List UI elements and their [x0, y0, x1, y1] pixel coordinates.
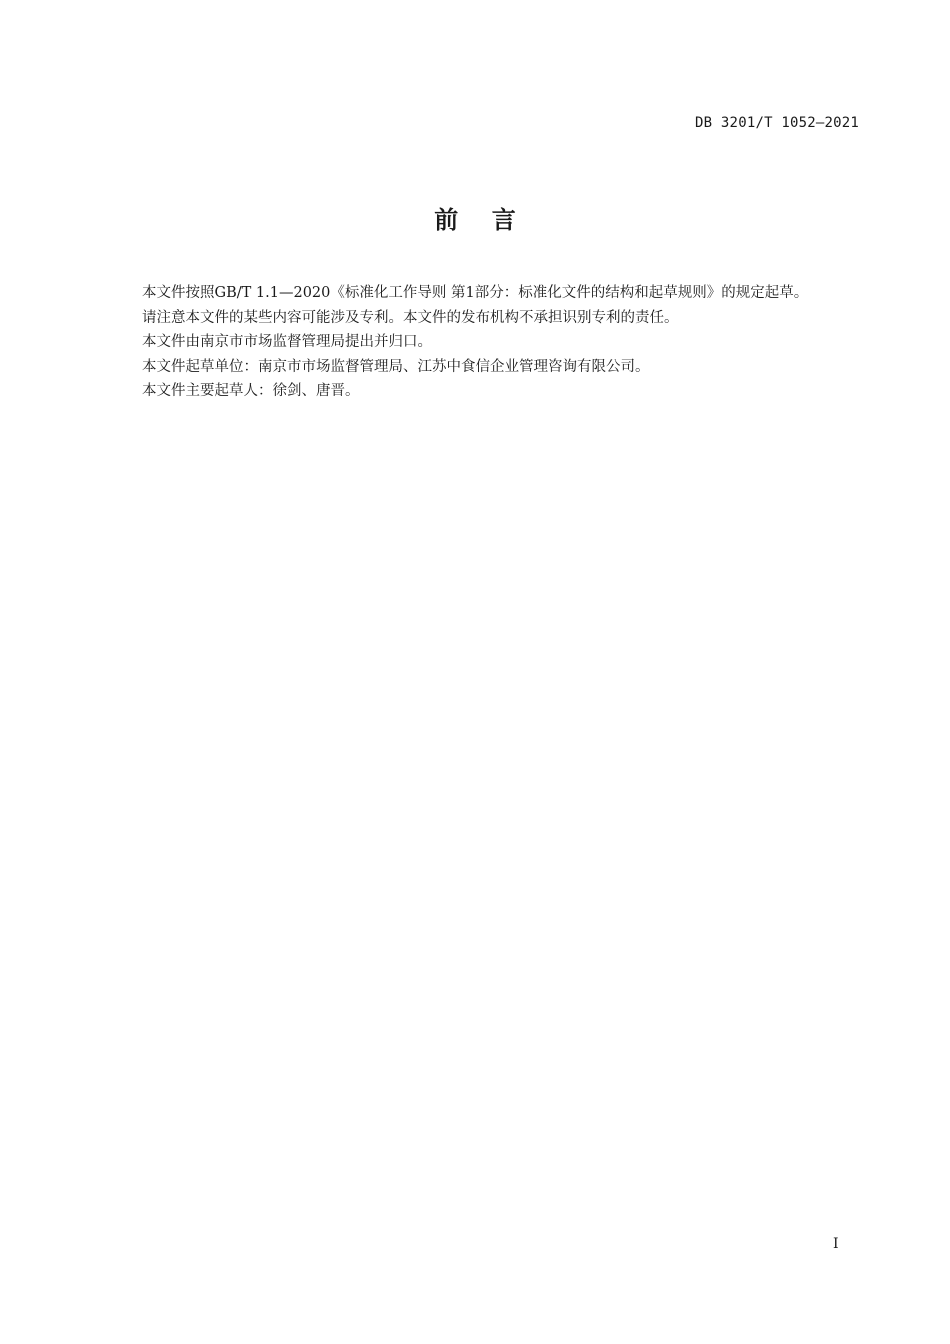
paragraph-drafters: 本文件主要起草人：徐剑、唐晋。 [142, 383, 360, 399]
preface-body [113, 281, 861, 404]
paragraph-proposer: 本文件由南京市市场监督管理局提出并归口。 [142, 334, 432, 350]
document-number: DB 3201/T 1052—2021 [695, 115, 859, 131]
page-number: I [833, 1236, 839, 1252]
page-title: 前 言 [434, 206, 516, 234]
paragraph-patent-notice: 请注意本文件的某些内容可能涉及专利。本文件的发布机构不承担识别专利的责任。 [142, 309, 679, 326]
paragraph-drafting-rules: 本文件按照GB/T 1.1—2020《标准化工作导则 第1部分：标准化文件的结构和起草规则》的规定起草。 [142, 285, 809, 301]
paragraph-drafting-units: 本文件起草单位：南京市市场监督管理局、江苏中食信企业管理咨询有限公司。 [142, 358, 650, 375]
